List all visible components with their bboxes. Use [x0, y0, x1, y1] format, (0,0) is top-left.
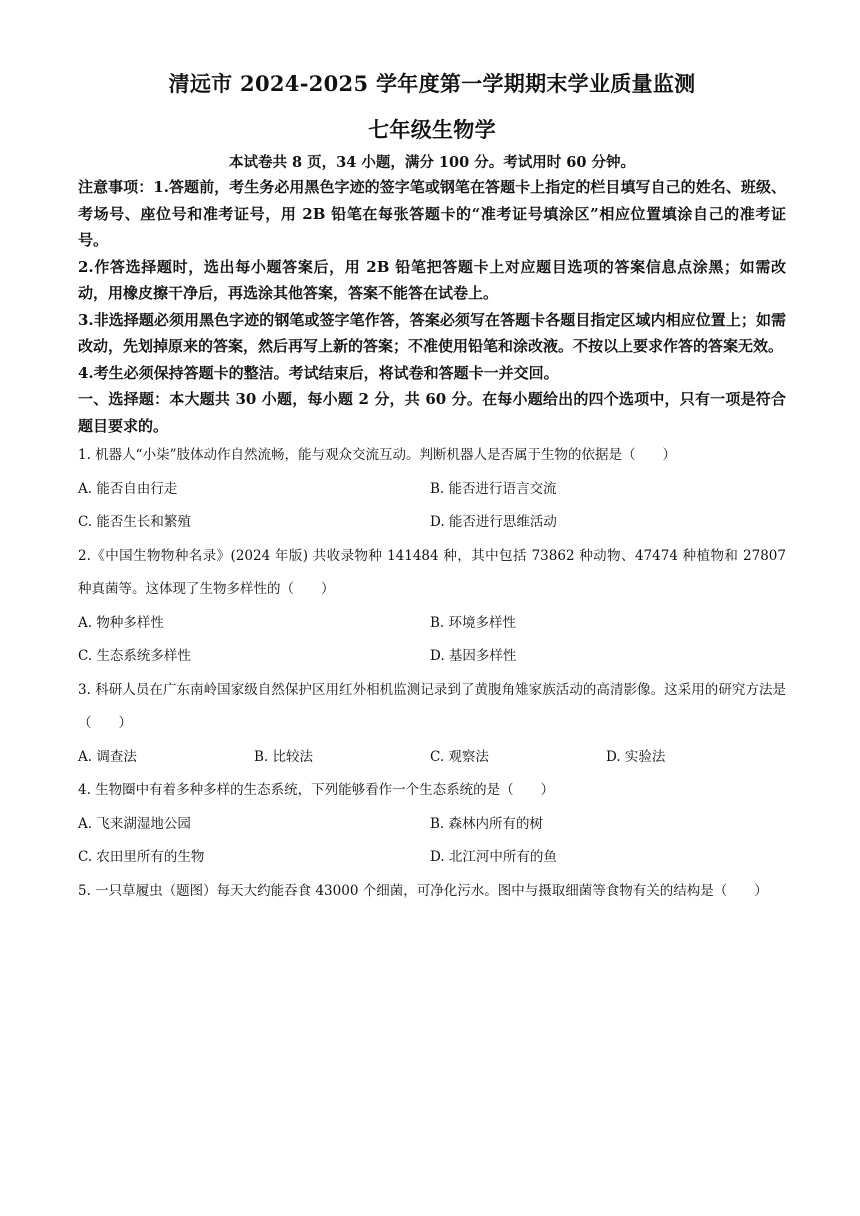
- option-d: D. 能否进行思维活动: [430, 514, 557, 530]
- question-1: 1. 机器人“小柒”肢体动作自然流畅，能与观众交流互动。判断机器人是否属于生物的依据是（ ）: [78, 447, 676, 463]
- exam-page: [78, 70, 786, 908]
- notice-item-3: 3.非选择题必须用黑色字迹的钢笔或签字笔作答，答案必须写在答题卡各题目指定区域内相应位置上；如需改动，先划掉原来的答案，然后再写上新的答案；不准使用铅笔和涂改液。不按以上要求作答的答案无效。: [78, 310, 786, 355]
- option-c: C. 生态系统多样性: [78, 648, 191, 664]
- section-heading: 一、选择题：本大题共 30 小题，每小题 2 分，共 60 分。在每小题给出的四个选项中，只有一项是符合题目要求的。: [78, 390, 786, 435]
- option-b: B. 能否进行语言交流: [430, 480, 557, 497]
- question-4: 4. 生物圈中有着多种多样的生态系统，下列能够看作一个生态系统的是（ ）: [78, 782, 555, 798]
- option-c: C. 能否生长和繁殖: [78, 514, 191, 530]
- option-b: B. 森林内所有的树: [430, 815, 544, 832]
- option-c: C. 观察法: [430, 748, 489, 765]
- question-2-options: [78, 607, 786, 674]
- exam-meta: 本试卷共 8 页，34 小题，满分 100 分。考试用时 60 分钟。: [228, 154, 636, 171]
- exam-title: 清远市 2024-2025 学年度第一学期期末学业质量监测: [168, 71, 696, 96]
- option-d: D. 实验法: [606, 748, 666, 765]
- option-a: A. 飞来湖湿地公园: [78, 815, 191, 832]
- question-1-options: [78, 473, 786, 540]
- option-b: B. 比较法: [254, 748, 314, 765]
- notice-item-1: 注意事项：1.答题前，考生务必用黑色字迹的签字笔或钢笔在答题卡上指定的栏目填写自己的姓名、班级、考场号、座位号和准考证号，用 2B 铅笔在每张答题卡的“准考证号填涂区”相应位置填涂自己的准考证号。: [78, 178, 786, 249]
- option-b: B. 环境多样性: [430, 614, 517, 631]
- question-3-options: [78, 741, 786, 775]
- question-5: 5. 一只草履虫（题图）每天大约能吞食 43000 个细菌，可净化污水。图中与摄取细菌等食物有关的结构是（ ）: [78, 882, 768, 899]
- notice-item-2: 2.作答选择题时，选出每小题答案后，用 2B 铅笔把答题卡上对应题目选项的答案信息点涂黑；如需改动，用橡皮擦干净后，再选涂其他答案，答案不能答在试卷上。: [78, 257, 786, 302]
- option-a: A. 能否自由行走: [78, 480, 178, 497]
- option-a: A. 调查法: [78, 748, 137, 765]
- exam-subject: 七年级生物学: [368, 117, 496, 142]
- question-3: 3. 科研人员在广东南岭国家级自然保护区用红外相机监测记录到了黄腹角雉家族活动的高清影像。这采用的研究方法是（ ）: [78, 681, 786, 731]
- notice-block: [78, 174, 786, 386]
- option-c: C. 农田里所有的生物: [78, 849, 205, 865]
- notice-item-4: 4.考生必须保持答题卡的整洁。考试结束后，将试卷和答题卡一并交回。: [78, 363, 559, 382]
- option-d: D. 基因多样性: [430, 648, 517, 664]
- question-4-options: [78, 808, 786, 875]
- option-d: D. 北江河中所有的鱼: [430, 849, 557, 865]
- option-a: A. 物种多样性: [78, 614, 164, 631]
- question-2: 2.《中国生物物种名录》(2024 年版) 共收录物种 141484 种，其中包括 73862 种动物、47474 种植物和 27807 种真菌等。这体现了生物多样性的（ ）: [78, 547, 786, 597]
